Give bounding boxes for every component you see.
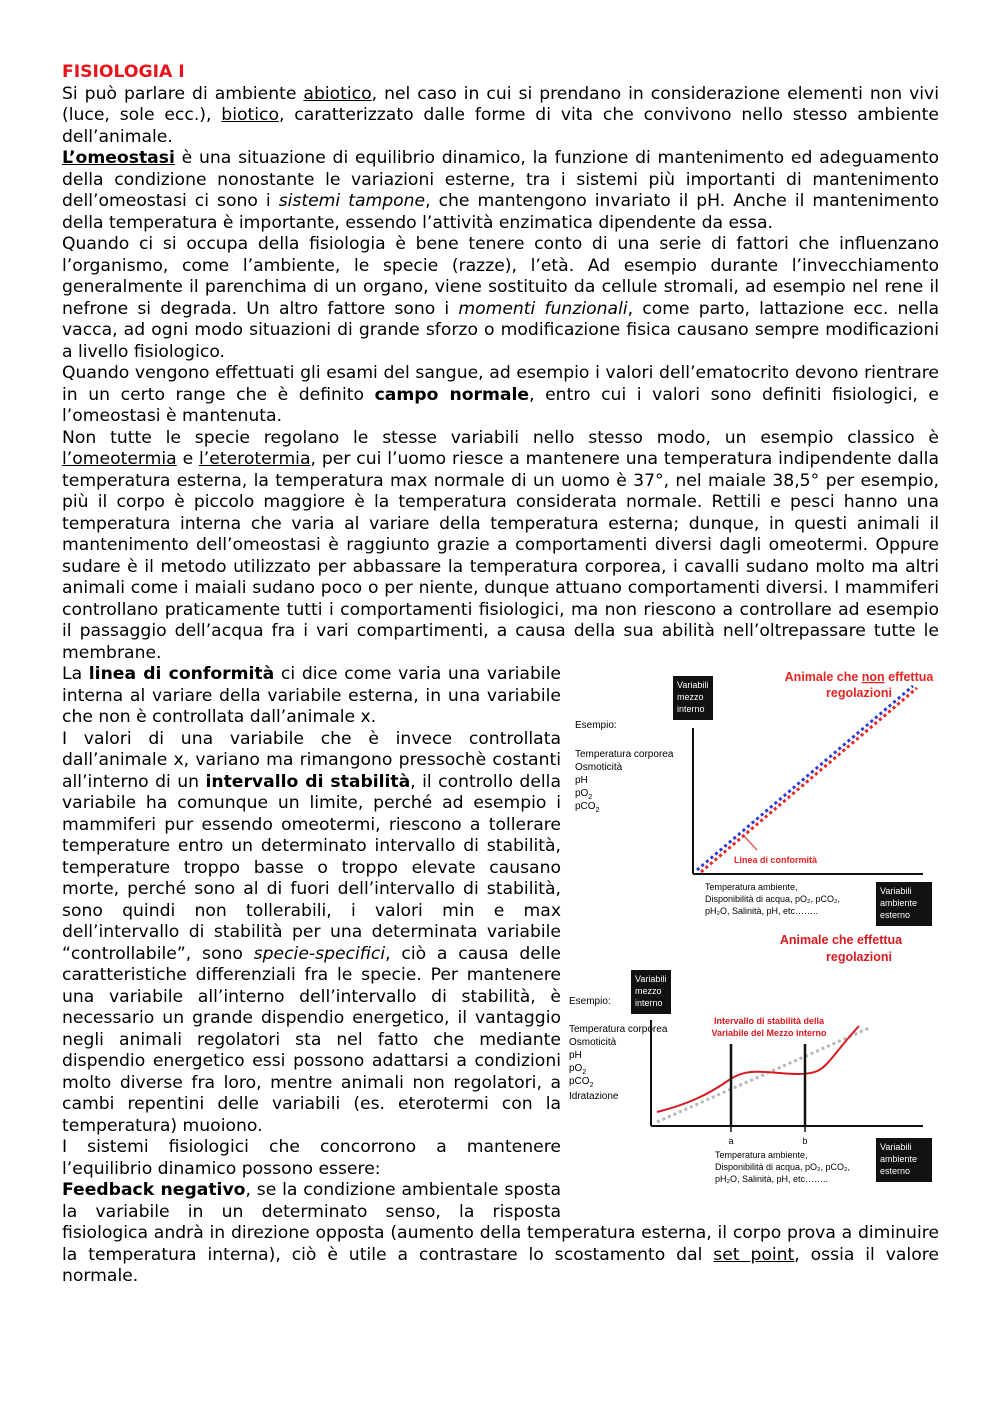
svg-text:ambiente: ambiente bbox=[880, 1154, 918, 1164]
paragraph-ambiente: Si può parlare di ambiente abiotico, nel caso in cui si prendano in considerazione elementi non vivi (luce, sole ecc.), biotico, caratterizzato dalle forme di vita che convivono nello stesso ambiente dell’animale. bbox=[62, 83, 939, 147]
document-title: FISIOLOGIA I bbox=[62, 62, 185, 82]
svg-text:Idratazione: Idratazione bbox=[569, 1091, 619, 1102]
figure-regulation bbox=[569, 664, 939, 1204]
svg-text:pO2: $pO_2$ bbox=[575, 788, 593, 801]
fig2-tick-a: a bbox=[728, 1136, 734, 1146]
svg-text:mezzo: mezzo bbox=[635, 986, 662, 996]
paragraph-campo-normale: Quando vengono effettuati gli esami del sangue, ad esempio i valori dell’ematocrito devono rientrare in un certo range che è definito campo normale, entro cui i valori sono definiti fisiologici, e l’omeostasi è mantenuta. bbox=[62, 363, 939, 426]
paragraph-linea-conformita: La linea di conformità ci dice come varia una variabile interna al variare della variabile esterna, in una variabile che non è controllata dall’animale x. bbox=[62, 664, 561, 727]
paragraph-sistemi: I sistemi fisiologici che concorrono a mantenere l’equilibrio dinamico possono essere: bbox=[62, 1137, 561, 1179]
svg-text:pCO2: pCO$_2$ bbox=[575, 801, 600, 814]
figures-column bbox=[569, 664, 939, 1204]
paragraph-omeotermia: Non tutte le specie regolano le stesse variabili nello stesso modo, un esempio classico è l’omeotermia e l’eterotermia, per cui l’uomo riesce a mantenere una temperatura indipendente dalla temperatura esterna, la temperatura max normale di un uomo è 37°, nel maiale 38,5° per esempio, più il corpo è piccolo maggiore è la temperatura considerata normale. Rettili e pesci hanno una temperatura interna che varia al variare della temperatura esterna; dunque, in questi animali il mantenimento dell’omeostasi è raggiunto grazie a comportamenti diversi dagli omeotermi. Oppure sudare è il metodo utilizzato per abbassare la temperatura corporea, i cavalli sudano molto ma altri animali come i maiali sudano poco o per niente, dunque attuano comportamenti diversi. I mammiferi controllano praticamente tutti i comportamenti fisiologici, ma non riescono a controllare ad esempio il passaggio dell’acqua fra i vari compartimenti, a causa della sua abilità nell’oltrepassare tutte le membrane. bbox=[62, 427, 939, 663]
fig1-red-line bbox=[701, 688, 917, 872]
document-page bbox=[62, 62, 939, 1288]
svg-text:Disponibilità di acqua, pO₂, p: Disponibilità di acqua, pO₂, pCO₂, bbox=[715, 1162, 851, 1172]
fig2-title: Animale che effettua bbox=[779, 933, 903, 947]
svg-text:pO2: $pO_2$ bbox=[569, 1063, 587, 1076]
fig1-blue-line bbox=[697, 686, 913, 870]
svg-text:pH₂O, Salinità, pH, etc……..: pH₂O, Salinità, pH, etc…….. bbox=[705, 906, 819, 916]
fig2-conformity-line bbox=[657, 1028, 869, 1122]
fig2-title-line2: regolazioni bbox=[826, 950, 892, 964]
svg-text:Variabile del Mezzo interno: Variabile del Mezzo interno bbox=[711, 1028, 827, 1038]
svg-text:ambiente: ambiente bbox=[880, 898, 918, 908]
figure-no-regulation bbox=[575, 670, 934, 926]
svg-text:Variabili: Variabili bbox=[677, 680, 709, 690]
paragraph-intervallo-stabilita: I valori di una variabile che è invece controllata dall’animale x, variano ma rimangono pressochè costanti all’interno di un intervallo di stabilità, il controllo della variabile ha comunque un limite, perché ad esempio i mammiferi pur essendo omeotermi, riescono a tollerare temperature entro un determinato intervallo di stabilità, temperature troppo basse o troppo elevate causano morte, perché sono al di fuori dell’intervallo di stabilità, sono quindi non tollerabili, i valori min e max dell’intervallo di stabilità per una determinata variabile “controllabile”, sono specie-specifici, ciò a causa delle caratteristiche differenziali fra le specie. Per mantenere una variabile all’interno dell’intervallo di stabilità, è necessario un grande dispendio energetico, il vantaggio negli animali regolatori sta nel fatto che mediante dispendio energetico essi possono adattarsi a condizioni molto diverse fra loro, mentre animali non regolatori, a cambi repentini delle variabili (es. eterotermi con la temperatura) muoiono. bbox=[62, 728, 562, 1136]
svg-text:Variabili: Variabili bbox=[635, 974, 667, 984]
fig1-label-pointer bbox=[744, 836, 757, 850]
fig2-tick-b: b bbox=[802, 1136, 808, 1146]
svg-text:Osmoticità: Osmoticità bbox=[569, 1037, 617, 1048]
fig1-esempio: Esempio: bbox=[575, 720, 617, 731]
svg-text:mezzo: mezzo bbox=[677, 692, 704, 702]
paragraph-omeostasi: L’omeostasi è una situazione di equilibrio dinamico, la funzione di mantenimento ed adeguamento della condizione nonostante le variazioni esterne, tra i sistemi più importanti di mantenimento dell’omeostasi ci sono i sistemi tampone, che mantengono invariato il pH. Anche il mantenimento della temperatura è importante, essendo l’attività enzimatica dipendente da essa. bbox=[62, 148, 940, 233]
term-omeostasi: L’omeostasi bbox=[62, 148, 175, 168]
fig1-conformity-label: Linea di conformità bbox=[734, 855, 818, 865]
svg-text:interno: interno bbox=[677, 704, 705, 714]
svg-text:pH: pH bbox=[575, 775, 588, 786]
svg-text:Temperatura ambiente,: Temperatura ambiente, bbox=[715, 1150, 808, 1160]
svg-text:pH₂O, Salinità, pH, etc……..: pH₂O, Salinità, pH, etc…….. bbox=[715, 1174, 829, 1184]
svg-text:Disponibilità di acqua, pO₂, p: Disponibilità di acqua, pO₂, pCO₂, bbox=[705, 894, 841, 904]
paragraph-feedback-negativo: Feedback negativo, se la condizione ambientale sposta la variabile in un determinato senso, la risposta fisiologica andrà in direzione opposta (aumento della temperatura esterna, il corpo prova a diminuire la temperatura interna), ciò è utile a contrastare lo scostamento dal set point, ossia il valore normale. bbox=[62, 1180, 939, 1286]
svg-text:pCO2: pCO$_2$ bbox=[569, 1076, 594, 1089]
svg-text:esterno: esterno bbox=[880, 910, 911, 920]
svg-text:Temperatura corporea: Temperatura corporea bbox=[569, 1024, 668, 1035]
paragraph-fattori: Quando ci si occupa della fisiologia è bene tenere conto di una serie di fattori che influenzano l’organismo, come l’ambiente, le specie (razze), l’età. Ad esempio durante l’invecchiamento generalmente il parenchima di un organo, viene sostituito da cellule stromali, ad esempio nel rene il nefrone si degrada. Un altro fattore sono i momenti funzionali, come parto, lattazione ecc. nella vacca, ad ogni modo situazioni di grande sforzo o modificazione fisica causano sempre modificazioni a livello fisiologico. bbox=[62, 234, 939, 362]
term-abiotico: abiotico bbox=[303, 83, 372, 104]
svg-text:Temperatura corporea: Temperatura corporea bbox=[575, 749, 674, 760]
figure-with-regulation bbox=[569, 933, 932, 1184]
svg-text:Variabili: Variabili bbox=[880, 886, 912, 896]
svg-text:interno: interno bbox=[635, 998, 663, 1008]
fig1-title-line2: regolazioni bbox=[826, 686, 892, 700]
svg-text:pH: pH bbox=[569, 1050, 582, 1061]
svg-text:Temperatura ambiente,: Temperatura ambiente, bbox=[705, 882, 798, 892]
fig2-interval-label: Intervallo di stabilità della bbox=[713, 1016, 825, 1026]
fig2-regulation-curve bbox=[657, 1026, 859, 1112]
svg-text:Variabili: Variabili bbox=[880, 1142, 912, 1152]
term-biotico: biotico bbox=[221, 105, 279, 125]
svg-text:esterno: esterno bbox=[880, 1166, 911, 1176]
fig2-esempio: Esempio: bbox=[569, 996, 611, 1007]
fig1-title: Animale che non effettua bbox=[784, 670, 934, 684]
svg-text:Osmoticità: Osmoticità bbox=[575, 762, 623, 773]
